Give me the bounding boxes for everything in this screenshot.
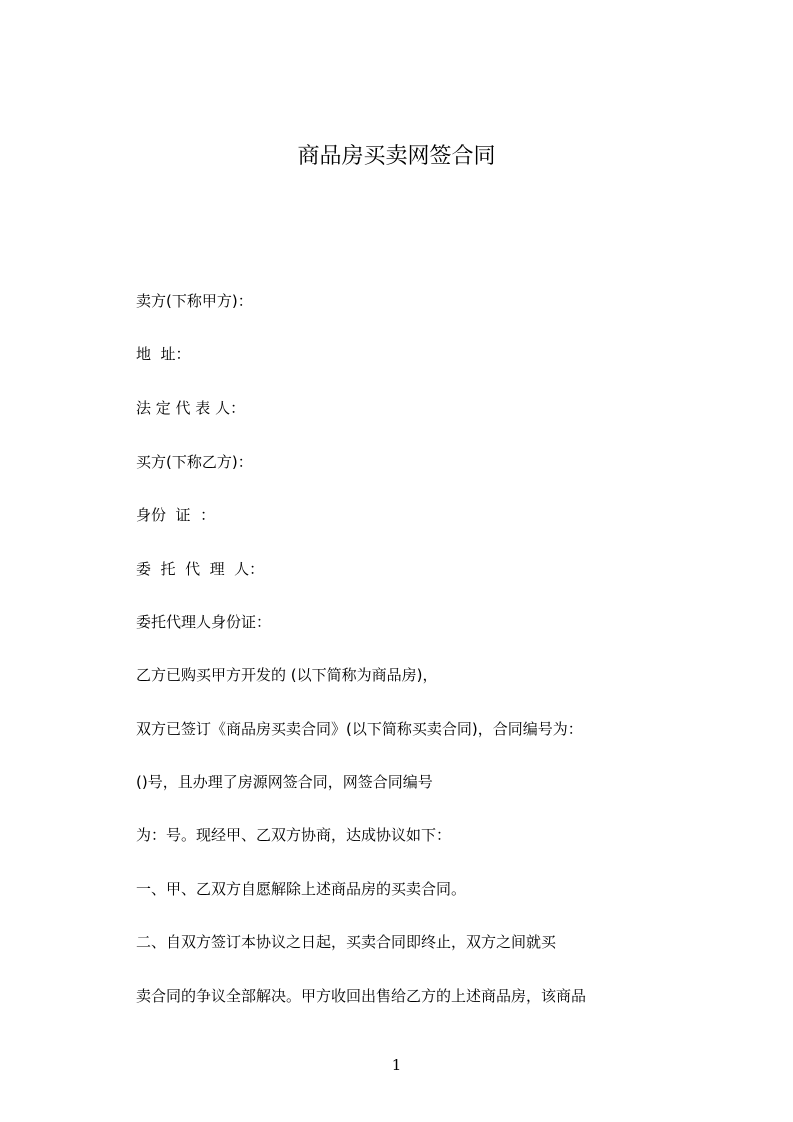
clause-one-line: 一、甲、乙双方自愿解除上述商品房的买卖合同。 (136, 880, 467, 898)
agent-id-line: 委托代理人身份证： (136, 613, 272, 631)
body-paragraph-line: 双方已签订《商品房买卖合同》(以下简称买卖合同)，合同编号为： (136, 720, 583, 738)
buyer-line: 买方(下称乙方)： (136, 453, 253, 471)
clause-two-line: 二、自双方签订本协议之日起，买卖合同即终止，双方之间就买 (136, 933, 557, 951)
legal-representative-line: 法 定 代 表 人： (136, 399, 246, 417)
id-card-line: 身份 证 ： (136, 506, 216, 524)
page-number: 1 (391, 1056, 402, 1074)
document-title: 商品房买卖网签合同 (297, 144, 496, 169)
body-paragraph-line: ()号，且办理了房源网签合同，网签合同编号 (136, 773, 433, 791)
body-paragraph-line: 为：号。现经甲、乙双方协商，达成协议如下： (136, 826, 452, 844)
agent-line: 委 托 代 理 人： (136, 560, 265, 578)
seller-line: 卖方(下称甲方)： (136, 292, 253, 310)
body-paragraph-line: 乙方已购买甲方开发的 (以下简称为商品房)， (136, 666, 438, 684)
clause-two-continuation-line: 卖合同的争议全部解决。甲方收回出售给乙方的上述商品房，该商品 (136, 987, 587, 1005)
address-line: 地 址： (136, 345, 191, 363)
